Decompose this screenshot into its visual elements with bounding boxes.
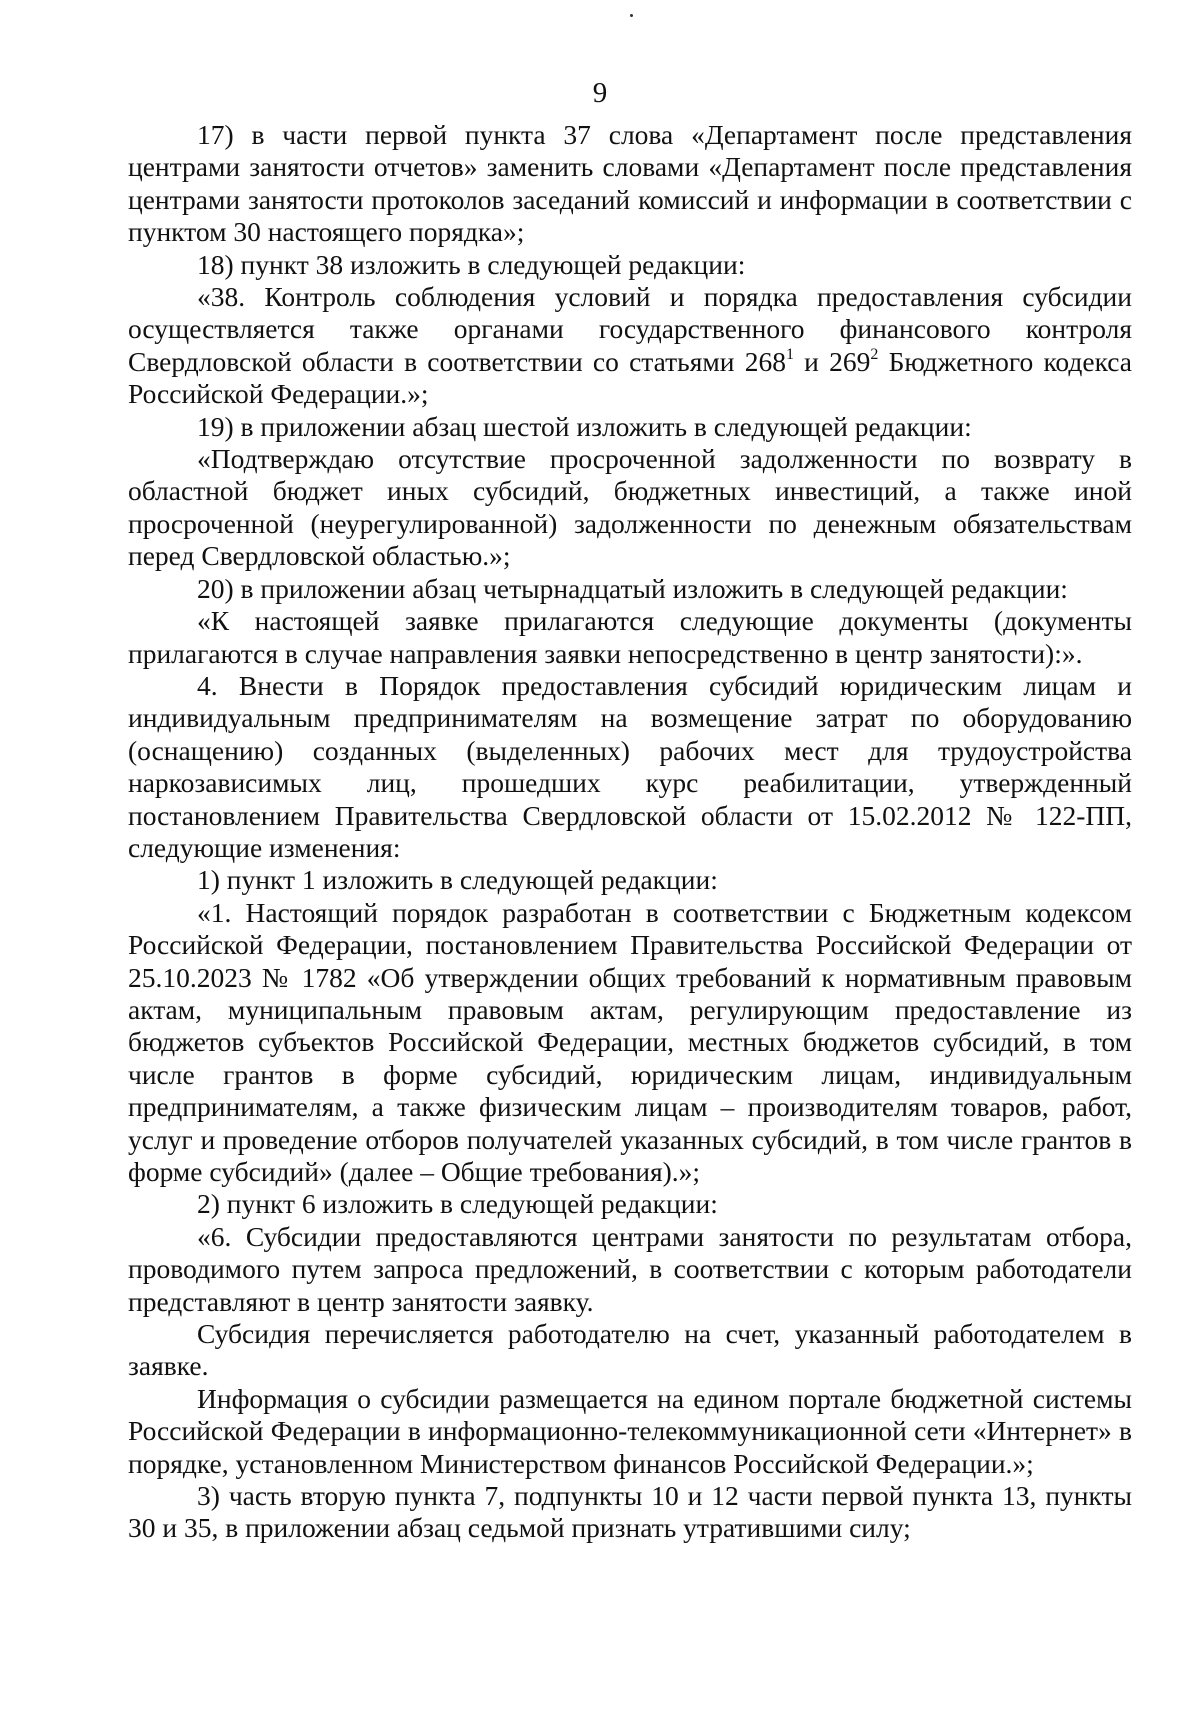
paragraph-20-quote: «К настоящей заявке прилагаются следующие документы (документы прилагаются в случае направления заявки непосредственно в центр занятости):». bbox=[128, 605, 1132, 669]
paragraph-section-4: 4. Внести в Порядок предоставления субсидий юридическим лицам и индивидуальным предпринимателям на возмещение затрат по оборудованию (оснащению) созданных (выделенных) рабочих мест для трудоустройства наркозависимых лиц, прошедших курс реабилитации, утвержденный постановлением Правительства Свердловской области от 15.02.2012 № 122-ПП, следующие изменения: bbox=[128, 669, 1132, 863]
paragraph-item-1: 1) пункт 1 изложить в следующей редакции: bbox=[197, 864, 718, 896]
superscript-1: 1 bbox=[785, 345, 794, 363]
paragraph-38-quote bbox=[128, 281, 1132, 411]
paragraph-subsidy-transfer: Субсидия перечисляется работодателю на счет, указанный работодателем в заявке. bbox=[128, 1318, 1132, 1382]
paragraph-20: 20) в приложении абзац четырнадцатый изложить в следующей редакции: bbox=[197, 572, 1068, 604]
paragraph-19: 19) в приложении абзац шестой изложить в следующей редакции: bbox=[197, 410, 972, 442]
paragraph-17: 17) в части первой пункта 37 слова «Департамент после представления центрами занятости отчетов» заменить словами «Департамент после представления центрами занятости протоколов заседаний комиссий и информации в соответствии с пунктом 30 настоящего порядка»; bbox=[128, 119, 1132, 248]
paragraph-item-6-quote: «6. Субсидии предоставляются центрами занятости по результатам отбора, проводимого путем запроса предложений, в соответствии с которым работодатели представляют в центр занятости заявку. bbox=[128, 1220, 1132, 1317]
paragraph-item-1-quote: «1. Настоящий порядок разработан в соответствии с Бюджетным кодексом Российской Федерации, постановлением Правительства Российской Федерации от 25.10.2023 № 1782 «Об утверждении общих требований к нормативным правовым актам, муниципальным правовым актам, регулирующим предоставление из бюджетов субъектов Российской Федерации, местных бюджетов субсидий, в том числе грантов в форме субсидий, юридическим лицам, индивидуальным предпринимателям, а также физическим лицам – производителям товаров, работ, услуг и проведение отборов получателей указанных субсидий, в том числе грантов в форме субсидий» (далее – Общие требования).»; bbox=[128, 896, 1132, 1187]
scan-mark bbox=[630, 14, 633, 17]
paragraph-38-text-after: Бюджетного кодекса Российской Федерации.»; bbox=[128, 345, 1132, 410]
page-number: 9 bbox=[592, 77, 608, 109]
superscript-2: 2 bbox=[870, 345, 879, 363]
paragraph-subsidy-info: Информация о субсидии размещается на едином портале бюджетной системы Российской Федерации в информационно-телекоммуникационной сети «Интернет» в порядке, установленном Министерством финансов Российской Федерации.»; bbox=[128, 1382, 1132, 1479]
paragraph-item-2: 2) пункт 6 изложить в следующей редакции: bbox=[197, 1188, 718, 1220]
paragraph-18: 18) пункт 38 изложить в следующей редакции: bbox=[197, 248, 746, 280]
paragraph-38-text-before: «38. Контроль соблюдения условий и порядка предоставления субсидии осуществляется также органами государственного финансового контроля Свердловской области в соответствии со статьями 268 bbox=[128, 281, 1132, 377]
paragraph-19-quote: «Подтверждаю отсутствие просроченной задолженности по возврату в областной бюджет иных субсидий, бюджетных инвестиций, а также иной просроченной (неурегулированной) задолженности по денежным обязательствам перед Свердловской областью.»; bbox=[128, 443, 1132, 572]
paragraph-item-3: 3) часть вторую пункта 7, подпункты 10 и 12 части первой пункта 13, пункты 30 и 35, в приложении абзац седьмой признать утратившими силу; bbox=[128, 1480, 1132, 1544]
document-body bbox=[128, 119, 1132, 1545]
paragraph-38-text-middle: и 269 bbox=[793, 345, 871, 377]
